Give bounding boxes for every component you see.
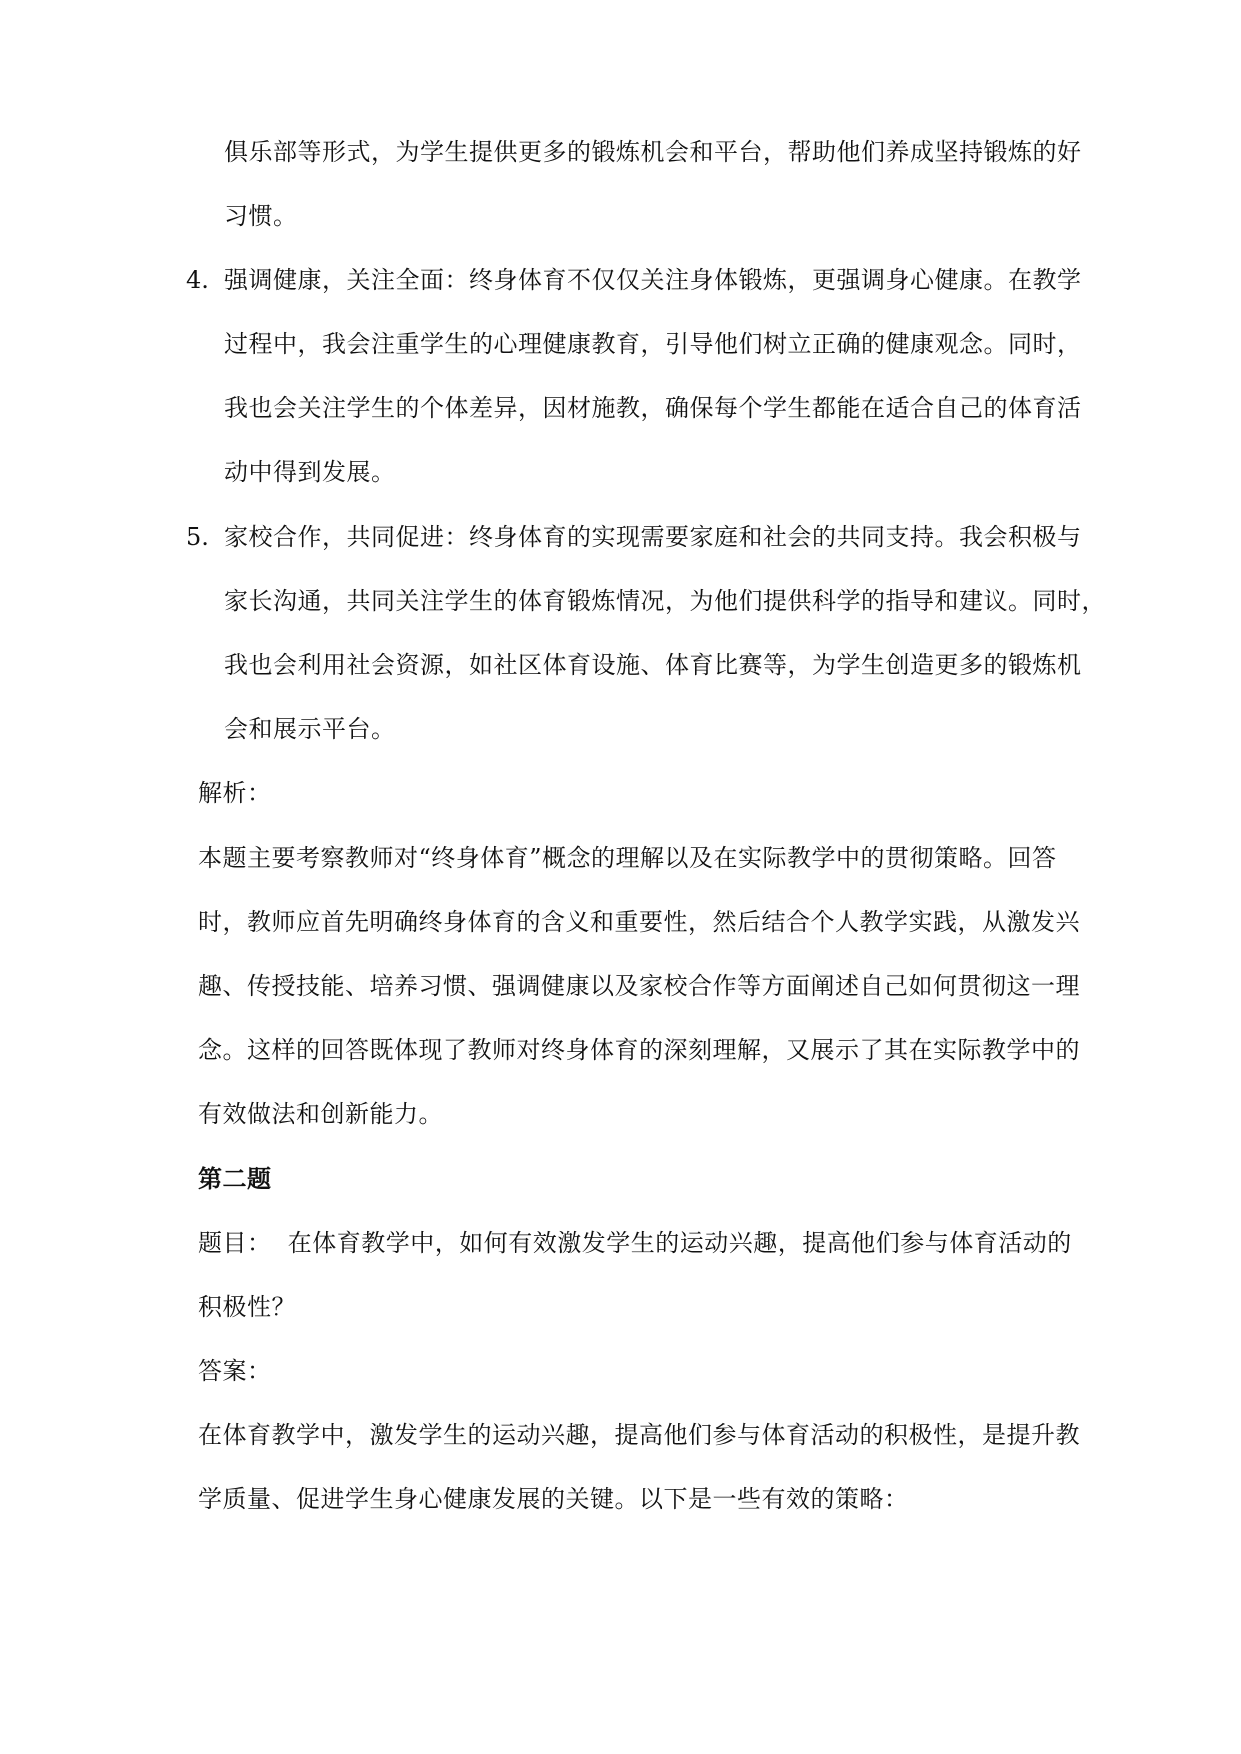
item3-line-2: 习惯。 (224, 202, 298, 230)
item4-line-1: 强调健康，关注全面：终身体育不仅仅关注身体锻炼，更强调身心健康。在教学 (224, 266, 1082, 294)
analysis-line-4: 念。这样的回答既体现了教师对终身体育的深刻理解，又展示了其在实际教学中的 (198, 1036, 1080, 1064)
list-item-number-4: 4. (186, 266, 209, 294)
item4-line-3: 我也会关注学生的个体差异，因材施教，确保每个学生都能在适合自己的体育活 (224, 394, 1082, 422)
answer-label: 答案： (198, 1357, 272, 1385)
item5-line-4: 会和展示平台。 (224, 715, 396, 743)
question2-line-1: 题目： 在体育教学中，如何有效激发学生的运动兴趣，提高他们参与体育活动的 (198, 1229, 1072, 1257)
item5-line-2: 家长沟通，共同关注学生的体育锻炼情况，为他们提供科学的指导和建议。同时， (224, 587, 1106, 615)
item3-line-1: 俱乐部等形式，为学生提供更多的锻炼机会和平台，帮助他们养成坚持锻炼的好 (224, 138, 1082, 166)
analysis-line-1: 本题主要考察教师对“终身体育”概念的理解以及在实际教学中的贯彻策略。回答 (198, 844, 1057, 872)
question2-line-2: 积极性？ (198, 1293, 296, 1321)
item4-line-2: 过程中，我会注重学生的心理健康教育，引导他们树立正确的健康观念。同时， (224, 330, 1082, 358)
answer-line-1: 在体育教学中，激发学生的运动兴趣，提高他们参与体育活动的积极性，是提升教 (198, 1421, 1080, 1449)
list-item-number-5: 5. (186, 523, 209, 551)
question2-heading: 第二题 (198, 1164, 272, 1193)
item5-line-3: 我也会利用社会资源，如社区体育设施、体育比赛等，为学生创造更多的锻炼机 (224, 651, 1082, 679)
analysis-line-2: 时，教师应首先明确终身体育的含义和重要性，然后结合个人教学实践，从激发兴 (198, 908, 1080, 936)
answer-line-2: 学质量、促进学生身心健康发展的关键。以下是一些有效的策略： (198, 1485, 909, 1513)
analysis-line-5: 有效做法和创新能力。 (198, 1100, 443, 1128)
item4-line-4: 动中得到发展。 (224, 458, 396, 486)
analysis-label: 解析： (198, 779, 272, 807)
analysis-line-3: 趣、传授技能、培养习惯、强调健康以及家校合作等方面阐述自己如何贯彻这一理 (198, 972, 1080, 1000)
item5-line-1: 家校合作，共同促进：终身体育的实现需要家庭和社会的共同支持。我会积极与 (224, 523, 1082, 551)
